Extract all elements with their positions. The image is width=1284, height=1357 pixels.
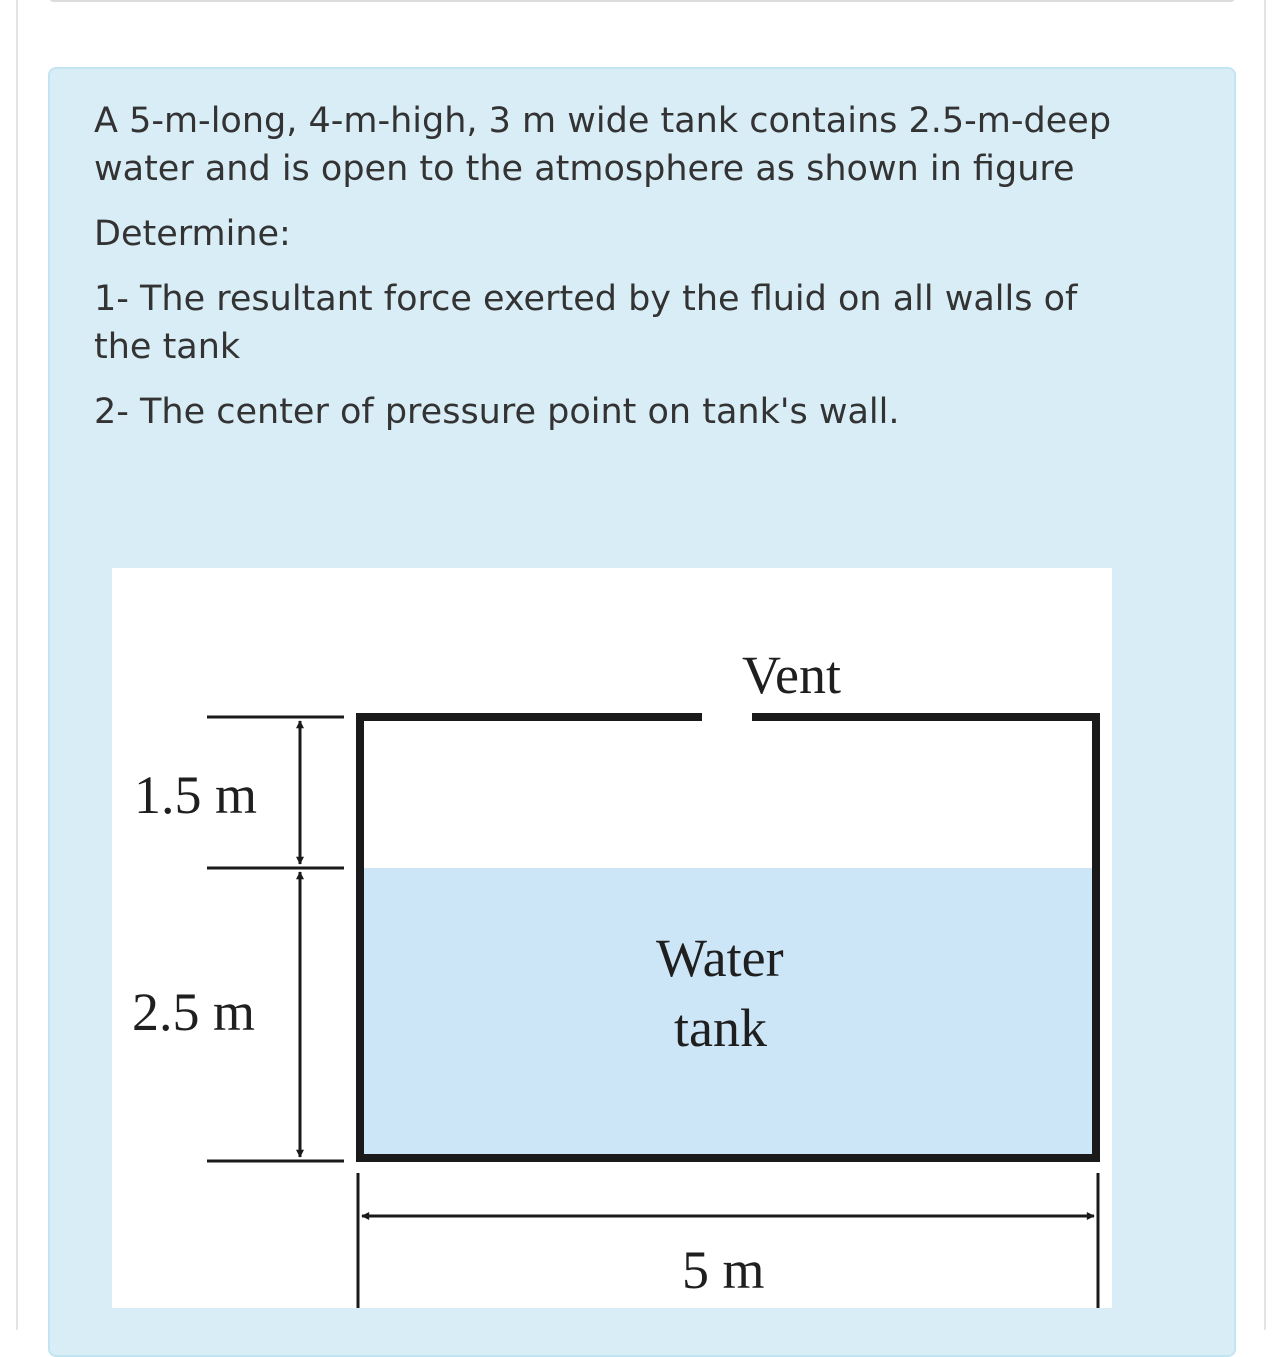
tank-label-line2: tank [674, 998, 767, 1058]
tank-figure [112, 568, 1112, 1308]
problem-item-2: 2- The center of pressure point on tank's wall. [94, 392, 900, 432]
length-label: 5 m [682, 1240, 765, 1300]
question-text [94, 97, 1144, 453]
air-height-label: 1.5 m [134, 765, 258, 825]
tank-diagram [112, 568, 1112, 1308]
previous-card-edge [48, 0, 1236, 2]
question-card [48, 67, 1236, 1357]
tank-label-line1: Water [656, 928, 784, 988]
problem-determine: Determine: [94, 214, 291, 254]
water-depth-label: 2.5 m [132, 982, 256, 1042]
problem-item-1: 1- The resultant force exerted by the fluid on all walls of the tank [94, 279, 1078, 367]
vent-label: Vent [742, 645, 841, 705]
problem-intro: A 5-m-long, 4-m-high, 3 m wide tank contains 2.5-m-deep water and is open to the atmosphere as shown in figure [94, 101, 1112, 189]
